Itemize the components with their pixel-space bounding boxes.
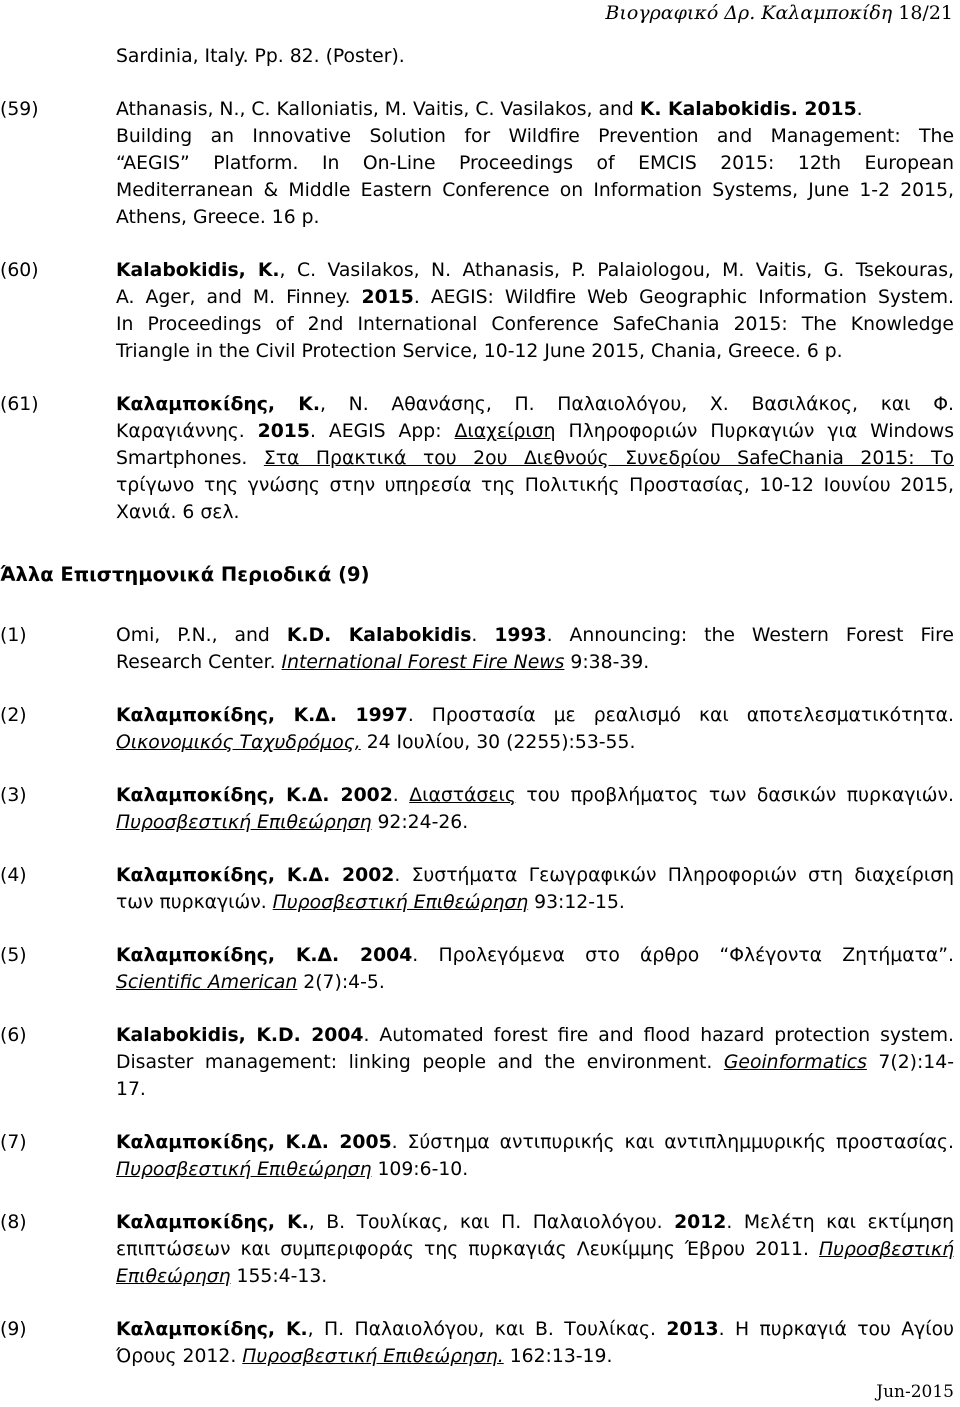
ref-title: . Προστασία με ρεαλισμό και αποτελεσματικότητα. xyxy=(407,705,955,726)
reference-58-continuation xyxy=(0,43,960,70)
ref-number: (1) xyxy=(0,625,27,646)
ref-line xyxy=(0,1209,960,1236)
ref-line xyxy=(0,1263,960,1290)
header-page-number: 18/21 xyxy=(898,2,953,24)
ref-pages: 162:13-19. xyxy=(503,1346,613,1367)
journal-6 xyxy=(0,1022,960,1103)
ref-title-underlined: Διαστάσεις xyxy=(409,785,516,806)
ref-journal: Πυροσβεστική xyxy=(819,1239,954,1260)
ref-authors: , Ν. Αθανάσης, Π. Παλαιολόγου, Χ. Βασιλάκος, και Φ. xyxy=(320,394,954,415)
ref-line: Χανιά. 6 σελ. xyxy=(116,502,240,523)
ref-pages: 92:24-26. xyxy=(371,812,469,833)
ref-journal: Οικονομικός Ταχυδρόμος, xyxy=(116,732,361,753)
ref-author-bold: Καλαμποκίδης, Κ. xyxy=(116,1319,308,1340)
journal-4 xyxy=(0,862,960,916)
ref-journal: Πυροσβεστική Επιθεώρηση xyxy=(116,1159,372,1180)
ref-line xyxy=(0,889,960,916)
ref-line xyxy=(0,284,960,311)
ref-text: . xyxy=(392,785,410,806)
ref-number: (8) xyxy=(0,1212,27,1233)
journal-3 xyxy=(0,782,960,836)
ref-authors: , Π. Παλαιολόγου, και Β. Τουλίκας. xyxy=(307,1319,667,1340)
ref-line xyxy=(0,729,960,756)
ref-number: (2) xyxy=(0,705,27,726)
ref-number: (4) xyxy=(0,865,27,886)
ref-number: (3) xyxy=(0,785,27,806)
ref-line xyxy=(0,1316,960,1343)
ref-line xyxy=(0,649,960,676)
ref-journal: Πυροσβεστική Επιθεώρηση xyxy=(116,812,372,833)
journal-2 xyxy=(0,702,960,756)
ref-title: . AEGIS: Wildfire Web Geographic Information System. xyxy=(413,287,954,308)
ref-number: (60) xyxy=(0,260,39,281)
ref-line: τρίγωνο της γνώσης στην υπηρεσία της Πολιτικής Προστασίας, 10-12 Ιουνίου 2015, xyxy=(116,475,954,496)
ref-author-bold: K.D. Kalabokidis xyxy=(286,625,472,646)
ref-title: . Προλεγόμενα στο άρθρο “Φλέγοντα Ζητήματα”. xyxy=(412,945,954,966)
ref-journal: Geoinformatics xyxy=(723,1052,867,1073)
ref-title: . Σύστημα αντιπυρικής και αντιπλημμυρικής προστασίας. xyxy=(391,1132,955,1153)
ref-author-year-bold: Καλαμποκίδης, Κ.Δ. 2005 xyxy=(116,1132,392,1153)
ref-line xyxy=(0,702,960,729)
ref-authors: A. Ager, and M. Finney. xyxy=(116,287,362,308)
ref-title: επιπτώσεων και συμπεριφοράς της πυρκαγιάς Λευκίμμης Έβρου 2011. xyxy=(116,1239,820,1260)
document-body xyxy=(0,43,960,1396)
ref-number: (7) xyxy=(0,1132,27,1153)
ref-line xyxy=(0,782,960,809)
ref-year: 2013 xyxy=(666,1319,719,1340)
ref-title: Research Center. xyxy=(116,652,282,673)
reference-61 xyxy=(0,391,960,526)
ref-line: “AEGIS” Platform. In On-Line Proceedings of EMCIS 2015: 12th European xyxy=(116,153,954,174)
journal-7 xyxy=(0,1129,960,1183)
ref-title: . Η πυρκαγιά του Αγίου xyxy=(718,1319,954,1340)
ref-author-year-bold: Καλαμποκίδης, Κ.Δ. 2002 xyxy=(116,785,393,806)
ref-year: 1993 xyxy=(494,625,547,646)
ref-line: In Proceedings of 2nd International Conference SafeChania 2015: The Knowledge xyxy=(116,314,954,335)
ref-number: (6) xyxy=(0,1025,27,1046)
ref-line: Sardinia, Italy. Pp. 82. (Poster). xyxy=(116,46,405,67)
ref-line xyxy=(0,1156,960,1183)
ref-title-underlined: Διαχείριση xyxy=(454,421,556,442)
ref-line: Athens, Greece. 16 p. xyxy=(116,207,320,228)
ref-number: (9) xyxy=(0,1319,27,1340)
ref-line xyxy=(0,257,960,284)
ref-journal: International Forest Fire News xyxy=(281,652,565,673)
journal-9 xyxy=(0,1316,960,1370)
ref-line xyxy=(0,418,960,445)
ref-number: (59) xyxy=(0,99,39,120)
ref-pages: 155:4-13. xyxy=(230,1266,328,1287)
ref-number: (61) xyxy=(0,394,39,415)
ref-title: . AEGIS App: xyxy=(309,421,455,442)
ref-author-year-bold: Καλαμποκίδης, Κ.Δ. 2002 xyxy=(116,865,395,886)
ref-author-year-bold: Καλαμποκίδης, Κ.Δ. 1997 xyxy=(116,705,408,726)
ref-line xyxy=(0,862,960,889)
ref-title: . Συστήματα Γεωγραφικών Πληροφοριών στη διαχείριση xyxy=(394,865,954,886)
ref-line xyxy=(0,622,960,649)
ref-title: Πληροφοριών Πυρκαγιών για Windows xyxy=(555,421,954,442)
ref-journal: Πυροσβεστική Επιθεώρηση. xyxy=(242,1346,504,1367)
ref-author-bold: Καλαμποκίδης, Κ. xyxy=(116,1212,309,1233)
ref-line: 17. xyxy=(116,1079,146,1100)
ref-authors: Omi, P.N., and xyxy=(116,625,287,646)
ref-authors: , Β. Τουλίκας, και Π. Παλαιολόγου. xyxy=(308,1212,675,1233)
ref-line xyxy=(0,1129,960,1156)
page-footer: Jun-2015 xyxy=(876,1382,954,1402)
ref-venue-underlined: Στα Πρακτικά του 2ου Διεθνούς Συνεδρίου SafeChania 2015: Το xyxy=(263,448,955,469)
ref-line xyxy=(0,942,960,969)
reference-59 xyxy=(0,96,960,231)
ref-title: . Μελέτη και εκτίμηση xyxy=(726,1212,954,1233)
header-title: Βιογραφικό Δρ. Καλαμποκίδη xyxy=(605,2,893,24)
ref-title: Smartphones. xyxy=(116,448,264,469)
ref-pages: 93:12-15. xyxy=(528,892,625,913)
ref-author-year-bold: Καλαμποκίδης, Κ.Δ. 2004 xyxy=(116,945,413,966)
reference-60 xyxy=(0,257,960,365)
ref-title: του προβλήματος των δασικών πυρκαγιών. xyxy=(515,785,954,806)
ref-line: Triangle in the Civil Protection Service, 10-12 June 2015, Chania, Greece. 6 p. xyxy=(116,341,843,362)
ref-author-year-bold: Kalabokidis, K.D. 2004 xyxy=(116,1025,364,1046)
ref-line xyxy=(0,391,960,418)
ref-line xyxy=(0,445,960,472)
ref-year: 2015 xyxy=(361,287,414,308)
ref-pages: 109:6-10. xyxy=(371,1159,469,1180)
ref-number: (5) xyxy=(0,945,27,966)
section-title: Άλλα Επιστημονικά Περιοδικά (9) xyxy=(0,563,370,586)
ref-journal: Επιθεώρηση xyxy=(116,1266,231,1287)
ref-title: των πυρκαγιών. xyxy=(116,892,273,913)
ref-journal: Scientific American xyxy=(116,972,298,993)
ref-title: . Automated forest fire and flood hazard protection system. xyxy=(363,1025,955,1046)
ref-authors: Athanasis, N., C. Kalloniatis, M. Vaitis, C. Vasilakos, and xyxy=(116,99,640,120)
ref-line: Mediterranean & Middle Eastern Conference on Information Systems, June 1-2 2015, xyxy=(116,180,954,201)
ref-author-year-bold: K. Kalabokidis. 2015 xyxy=(639,99,857,120)
ref-year: 2015 xyxy=(257,421,310,442)
ref-line xyxy=(0,969,960,996)
ref-pages: 9:38-39. xyxy=(564,652,650,673)
journal-1 xyxy=(0,622,960,676)
ref-text: . xyxy=(471,625,495,646)
ref-author-bold: Καλαμποκίδης, Κ. xyxy=(116,394,320,415)
ref-title: Disaster management: linking people and the environment. xyxy=(116,1052,724,1073)
journal-5 xyxy=(0,942,960,996)
ref-pages: 2(7):4-5. xyxy=(297,972,385,993)
page-header xyxy=(605,2,953,24)
ref-line xyxy=(0,1343,960,1370)
ref-line xyxy=(0,1022,960,1049)
ref-journal: Πυροσβεστική Επιθεώρηση xyxy=(272,892,529,913)
ref-title: Όρους 2012. xyxy=(116,1346,243,1367)
ref-title: . Announcing: the Western Forest Fire xyxy=(546,625,954,646)
ref-author-bold: Kalabokidis, K. xyxy=(116,260,280,281)
ref-authors: , C. Vasilakos, N. Athanasis, P. Palaiologou, M. Vaitis, G. Tsekouras, xyxy=(279,260,954,281)
ref-pages: 24 Ιουλίου, 30 (2255):53-55. xyxy=(360,732,636,753)
journal-8 xyxy=(0,1209,960,1290)
ref-year: 2012 xyxy=(674,1212,727,1233)
ref-line xyxy=(0,96,960,123)
ref-pages: 7(2):14- xyxy=(866,1052,954,1073)
ref-line: Building an Innovative Solution for Wildfire Prevention and Management: The xyxy=(116,126,954,147)
ref-text: . xyxy=(856,99,863,120)
ref-line xyxy=(0,1049,960,1076)
ref-authors: Καραγιάννης. xyxy=(116,421,258,442)
ref-line xyxy=(0,809,960,836)
ref-line xyxy=(0,1236,960,1263)
